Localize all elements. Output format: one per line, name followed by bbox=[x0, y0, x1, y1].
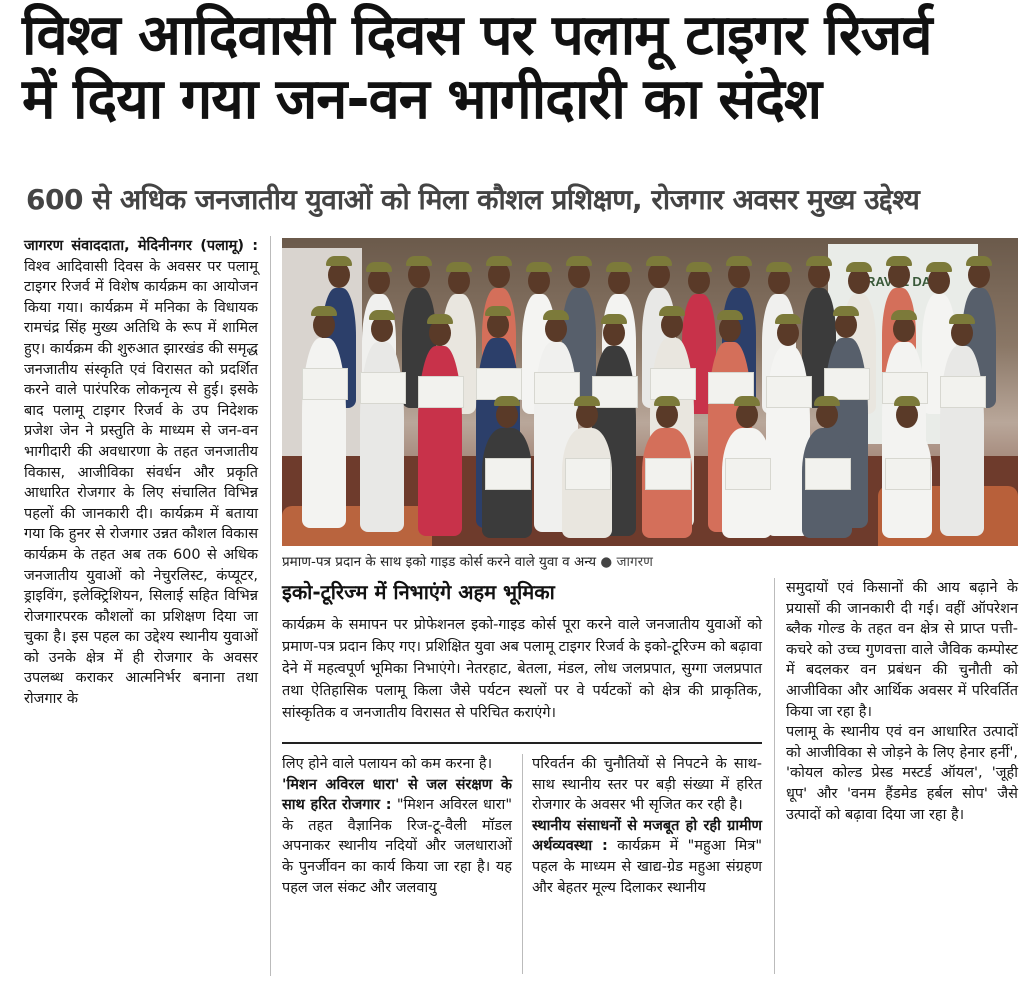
column-2-subhead: 'मिशन अविरल धारा' से जल संरक्षण के साथ हरित रोजगार : bbox=[282, 776, 512, 814]
photo-person-cap bbox=[566, 256, 592, 266]
photo-person-cap bbox=[659, 306, 685, 316]
headline-line-1: विश्व आदिवासी दिवस पर पलामू टाइगर रिजर्व bbox=[22, 3, 932, 68]
photo-person-cap bbox=[369, 310, 395, 320]
photo-person-cap bbox=[366, 262, 392, 272]
photo-person-cap bbox=[494, 396, 520, 406]
photo-person-cap bbox=[601, 314, 627, 324]
photo-person-cap bbox=[814, 396, 840, 406]
photo-person-cap bbox=[486, 256, 512, 266]
photo-person-cap bbox=[966, 256, 992, 266]
photo-person-cap bbox=[446, 262, 472, 272]
photo-person-cap bbox=[766, 262, 792, 272]
column-3-subhead: स्थानीय संसाधनों से मजबूत हो रही ग्रामीण अर्थव्यवस्था : bbox=[532, 817, 762, 855]
photo-person-cap bbox=[606, 262, 632, 272]
column-3 bbox=[532, 754, 762, 898]
photo-certificate bbox=[940, 376, 986, 408]
headline-line-2: में दिया गया जन-वन भागीदारी का संदेश bbox=[22, 67, 822, 132]
photo-person-cap bbox=[891, 310, 917, 320]
section-rule bbox=[282, 742, 762, 744]
photo-person-cap bbox=[311, 306, 337, 316]
photo-person-cap bbox=[326, 256, 352, 266]
photo-certificate bbox=[418, 376, 464, 408]
photo-person-cap bbox=[846, 262, 872, 272]
caption-text: प्रमाण-पत्र प्रदान के साथ इको गाइड कोर्स करने वाले युवा व अन्य bbox=[282, 554, 597, 570]
headline bbox=[22, 4, 1012, 132]
photo-person bbox=[418, 346, 462, 536]
photo-person-cap bbox=[806, 256, 832, 266]
photo-banner-text: TRAVEL DAY bbox=[858, 274, 939, 289]
photo-caption bbox=[282, 552, 1018, 570]
column-2-para-1: लिए होने वाले पलायन को कम करना है। bbox=[282, 756, 493, 772]
photo-person-cap bbox=[886, 256, 912, 266]
photo-certificate bbox=[645, 458, 691, 490]
photo-person bbox=[940, 346, 984, 536]
column-1 bbox=[24, 236, 258, 710]
section-heading: इको-टूरिज्म में निभाएंगे अहम भूमिका bbox=[282, 580, 555, 604]
photo-person-cap bbox=[427, 314, 453, 324]
photo-person-cap bbox=[543, 310, 569, 320]
column-2-para-2: "मिशन अविरल धारा" के तहत वैज्ञानिक रिज-टू-वैली मॉडल अपनाकर स्थानीय नदियों और जलधाराओं के पुनर्जीवन का कार्य किया जा रहा है। यह पहल जल संकट और जलवायु bbox=[282, 797, 512, 896]
column-4-para-2: पलामू के स्थानीय एवं वन आधारित उत्पादों को आजीविका से जोड़ने के लिए हेनार हर्नी', 'कोयल कोल्ड प्रेस्ड मस्टर्ड ऑयल', 'जूही धूप' और 'वनम हैंडमेड हर्बल सोप' जैसे उत्पादों को बढ़ावा दिया जा रहा है। bbox=[786, 724, 1018, 823]
photo-certificate bbox=[485, 458, 531, 490]
column-divider bbox=[774, 578, 775, 974]
photo-person-cap bbox=[574, 396, 600, 406]
section-intro: कार्यक्रम के समापन पर प्रोफेशनल इको-गाइड कोर्स पूरा करने वाले जनजातीय युवाओं को प्रमाण-पत्र प्रदान किए गए। प्रशिक्षित युवा अब पलामू टाइगर रिजर्व के इको-टूरिज्म को बढ़ावा देने में महत्वपूर्ण भूमिका निभाएंगे। नेतरहाट, बेतला, मंडल, लोध जलप्रपात, सुग्गा जलप्रपात तथा ऐतिहासिक पलामू किला जैसे पर्यटन स्थलों पर वे पर्यटकों को क्षेत्र की प्राकृतिक, सांस्कृतिक व जनजातीय विरासत से परिचित कराएंगे। bbox=[282, 617, 762, 721]
photo-person-cap bbox=[485, 306, 511, 316]
byline: जागरण संवाददाता, मेदिनीनगर (पलामू) : bbox=[24, 238, 258, 254]
column-divider bbox=[270, 236, 271, 976]
photo-person-cap bbox=[775, 314, 801, 324]
column-3-para-1: परिवर्तन की चुनौतियों से निपटने के साथ-साथ स्थानीय स्तर पर बड़ी संख्या में हरित रोजगार के अवसर भी सृजित कर रही है। bbox=[532, 756, 762, 814]
subheadline: 600 से अधिक जनजातीय युवाओं को मिला कौशल प्रशिक्षण, रोजगार अवसर मुख्य उद्देश्य bbox=[26, 183, 920, 216]
photo-person-cap bbox=[926, 262, 952, 272]
photo-person bbox=[302, 338, 346, 528]
photo-person-cap bbox=[894, 396, 920, 406]
column-3-para-2: कार्यक्रम में "महुआ मित्र" पहल के माध्यम से खाद्य-ग्रेड महुआ संग्रहण और बेहतर मूल्य दिलाकर स्थानीय bbox=[532, 838, 762, 896]
photo-credit: ● जागरण bbox=[600, 554, 653, 570]
photo-person-cap bbox=[833, 306, 859, 316]
photo-certificate bbox=[302, 368, 348, 400]
column-4 bbox=[786, 578, 1018, 825]
photo-certificate bbox=[360, 372, 406, 404]
photo-person-cap bbox=[726, 256, 752, 266]
news-photo bbox=[282, 238, 1018, 546]
photo-person-cap bbox=[686, 262, 712, 272]
column-1-text: विश्व आदिवासी दिवस के अवसर पर पलामू टाइगर रिजर्व में विशेष कार्यक्रम का आयोजन किया गया। कार्यक्रम में मनिका के विधायक रामचंद्र सिंह मुख्य अतिथि के रूप में शामिल हुए। कार्यक्रम की शुरुआत झारखंड की समृद्ध जनजातीय संस्कृति एवं विरासत को प्रदर्शित करने वाले पारंपरिक लोकनृत्य से हुई। इसके बाद पलामू टाइगर रिजर्व के उप निदेशक प्रजेश जेन ने प्रस्तुति के माध्यम से जन-वन भागीदारी की अवधारणा के तहत जनजातीय विकास, आजीविका संवर्धन और प्रकृति आधारित रोजगार के लिए संचालित विभिन्न पहलों की जानकारी दी। कार्यक्रम में बताया गया कि हुनर से रोजगार उन्नत कौशल विकास कार्यक्रम के तहत अब तक 600 से अधिक जनजातीय युवाओं को नेचुरलिस्ट, कंप्यूटर, ड्राइविंग, इलेक्ट्रिशियन, सिलाई सहित विभिन्न रोजगारपरक कौशलों का प्रशिक्षण दिया जा चुका है। इस पहल का उद्देश्य स्थानीय युवाओं को उनके क्षेत्र में ही रोजगार के अवसर उपलब्ध कराकर आत्मनिर्भर बनाना तथा रोजगार के bbox=[24, 258, 258, 708]
photo-certificate bbox=[766, 376, 812, 408]
column-2 bbox=[282, 754, 512, 898]
photo-person-cap bbox=[949, 314, 975, 324]
photo-person-cap bbox=[734, 396, 760, 406]
photo-certificate bbox=[805, 458, 851, 490]
photo-certificate bbox=[725, 458, 771, 490]
photo-certificate bbox=[885, 458, 931, 490]
photo-person-cap bbox=[406, 256, 432, 266]
photo-person-cap bbox=[646, 256, 672, 266]
photo-person-cap bbox=[654, 396, 680, 406]
column-divider bbox=[522, 754, 523, 974]
photo-person bbox=[360, 342, 404, 532]
photo-certificate bbox=[534, 372, 580, 404]
photo-certificate bbox=[565, 458, 611, 490]
photo-certificate bbox=[476, 368, 522, 400]
photo-person-cap bbox=[526, 262, 552, 272]
photo-person-cap bbox=[717, 310, 743, 320]
column-4-para-1: समुदायों एवं किसानों की आय बढ़ाने के प्रयासों की जानकारी दी गई। वहीं ऑपरेशन ब्लैक गोल्ड के तहत वन क्षेत्र से प्राप्त पत्ती-कचरे को उच्च गुणवत्ता वाले जैविक कम्पोस्ट में बदलकर वन प्रबंधन की चुनौती को आजीविका और आर्थिक अवसर में परिवर्तित किया जा रहा है। bbox=[786, 580, 1018, 720]
